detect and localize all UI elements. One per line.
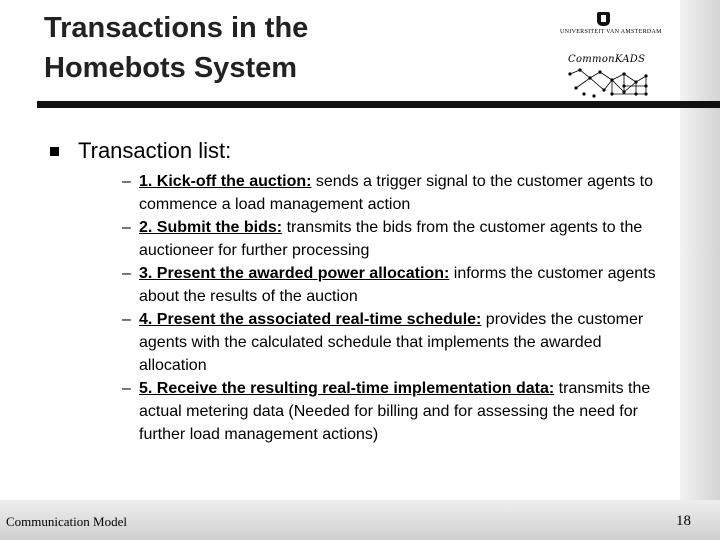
slide-right-shade — [680, 0, 720, 540]
square-bullet-icon — [50, 147, 59, 156]
commonkads-network-icon — [566, 64, 650, 98]
dash-bullet: – — [122, 219, 131, 236]
list-item-text: informs the customer agents about the results of the auction — [139, 265, 656, 305]
slide-title-line-2: Homebots System — [44, 52, 298, 84]
university-crest-icon — [597, 12, 610, 26]
list-item-lead: 4. Present the associated real-time schedule: — [139, 311, 482, 328]
list-item — [122, 308, 662, 377]
list-item-text: transmits the bids from the customer agents to the auctioneer for further processing — [139, 219, 643, 259]
list-item-text: sends a trigger signal to the customer agents to commence a load management action — [139, 173, 653, 213]
commonkads-logo — [566, 52, 650, 98]
university-name: UNIVERSITEIT VAN AMSTERDAM — [560, 29, 662, 35]
transaction-list — [122, 170, 662, 446]
dash-bullet: – — [122, 265, 131, 282]
dash-bullet: – — [122, 380, 131, 397]
dash-bullet: – — [122, 173, 131, 190]
page-number: 18 — [676, 513, 691, 529]
footer-label: Communication Model — [6, 514, 127, 529]
list-item-lead: 2. Submit the bids: — [139, 219, 283, 236]
list-item — [122, 216, 662, 262]
title-divider — [37, 101, 720, 108]
list-item-text: provides the customer agents with the calculated schedule that implements the awarded allocation — [139, 311, 644, 374]
list-item — [122, 170, 662, 216]
slide-title — [44, 8, 524, 88]
transaction-list-heading: Transaction list: — [78, 138, 232, 163]
list-item — [122, 377, 662, 446]
university-logo — [560, 12, 662, 42]
list-item-lead: 1. Kick-off the auction: — [139, 173, 312, 190]
dash-bullet: – — [122, 311, 131, 328]
slide-title-line-1: Transactions in the — [44, 12, 309, 44]
commonkads-logo-text: CommonKADS — [568, 54, 646, 65]
list-item-text: transmits the actual metering data (Needed for billing and for assessing the need for further load management actions) — [139, 380, 651, 443]
list-item-lead: 3. Present the awarded power allocation: — [139, 265, 450, 282]
list-item-lead: 5. Receive the resulting real-time implementation data: — [139, 380, 555, 397]
list-item — [122, 262, 662, 308]
